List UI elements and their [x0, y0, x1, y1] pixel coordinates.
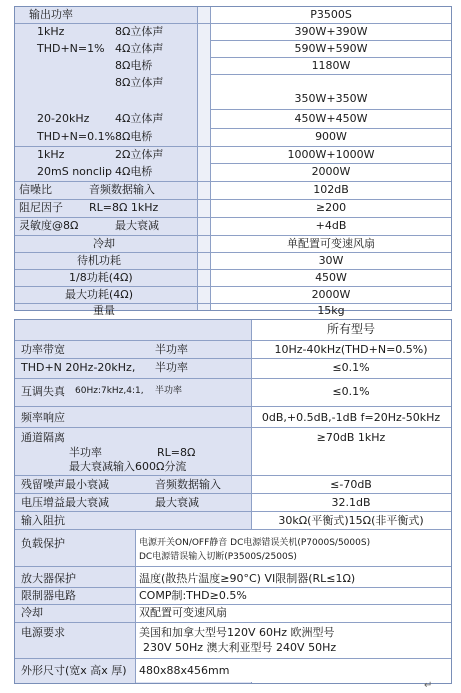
table-row [15, 24, 451, 40]
row-value: 102dB [313, 183, 349, 196]
row-sublabel: 音频数据输入 [155, 478, 221, 491]
row-rule [15, 511, 451, 512]
row-label: 输入阻抗 [21, 514, 65, 527]
row-value: 2000W [311, 288, 351, 301]
row-rule [15, 622, 451, 623]
row-sublabel: 4Ω立体声 [115, 42, 164, 55]
row-value: 350W+350W [294, 92, 368, 105]
row-rule [15, 340, 451, 341]
row-sublabel: 最大衰减 [155, 496, 199, 509]
row-value: 30kΩ(平衡式)15Ω(非平衡式) [278, 514, 424, 527]
row-value: 390W+390W [294, 25, 368, 38]
row-value: 电源开关ON/OFF静音 DC电源错误关机(P7000S/5000S) [139, 538, 371, 548]
table-row [15, 41, 451, 57]
row-value: 900W [315, 130, 347, 143]
row-label: THD+N 20Hz-20kHz, [21, 361, 136, 374]
row-value: 温度(散热片温度≥90°C) VI限制器(RL≤1Ω) [139, 572, 356, 585]
row-label: 最大功耗(4Ω) [65, 288, 133, 301]
row-label: 1/8功耗(4Ω) [69, 271, 133, 284]
row-value: ≤-70dB [330, 478, 372, 491]
row-rule [15, 658, 451, 659]
row-label: 电源要求 [21, 626, 65, 639]
row-label: 1kHz [37, 25, 65, 38]
row-value: 2000W [311, 165, 351, 178]
paragraph-mark: ↵ [424, 680, 433, 691]
row-sublabel: RL=8Ω 1kHz [89, 201, 159, 214]
row-label: THD+N=1% [37, 42, 105, 55]
row-sublabel: 8Ω电桥 [115, 59, 153, 72]
table-row [15, 182, 451, 198]
row-value: ≥70dB 1kHz [316, 431, 386, 444]
row-sublabel: 音频数据输入 [89, 183, 155, 196]
row-sublabel: 4Ω电桥 [115, 165, 153, 178]
row-value: 美国和加拿大型号120V 60Hz 欧洲型号 [139, 626, 335, 639]
row-value: ≤0.1% [332, 361, 370, 374]
row-label: 残留噪声最小衰减 [21, 478, 109, 491]
row-value: 590W+590W [294, 42, 368, 55]
row-value: 480x88x456mm [139, 664, 230, 677]
row-value: 单配置可变速风扇 [287, 237, 375, 250]
row-sublabel: 4Ω立体声 [115, 112, 164, 125]
table-header-row [15, 7, 451, 23]
row-value: 15kg [317, 304, 345, 317]
table-row [15, 270, 451, 286]
row-value: 1180W [311, 59, 351, 72]
column-rule [135, 530, 136, 566]
row-sublabel: 8Ω立体声 [115, 25, 164, 38]
row-rule [15, 493, 451, 494]
row-value: 1000W+1000W [287, 148, 375, 161]
row-value: ≥200 [315, 201, 347, 214]
row-label: 放大器保护 [21, 572, 76, 585]
row-label: 互调失真 [21, 385, 65, 398]
row-label: 外形尺寸(宽x 高x 厚) [21, 664, 127, 677]
row-label-detail: 60Hz:7kHz,4:1, [75, 386, 144, 396]
row-value: DC电源错误输入切断(P3500S/2500S) [139, 552, 297, 562]
output-power-table [14, 6, 452, 317]
table-row [15, 75, 451, 91]
row-label: 功率带宽 [21, 343, 65, 356]
row-rule [211, 109, 451, 110]
row-sublabel: 半功率 [155, 361, 188, 374]
row-label: 灵敏度@8Ω [19, 219, 79, 232]
row-label: 电压增益最大衰减 [21, 496, 109, 509]
row-label: 阻尼因子 [19, 201, 63, 214]
table-row [15, 111, 451, 127]
all-models-table [14, 319, 452, 684]
row-rule [15, 358, 451, 359]
row-value: 10Hz-40kHz(THD+N=0.5%) [274, 343, 428, 356]
row-rule [15, 406, 451, 407]
row-label: 20-20kHz [37, 112, 90, 125]
row-rule [15, 378, 451, 379]
row-sublabel: 半功率 [69, 446, 102, 459]
row-sublabel: 8Ω立体声 [115, 76, 164, 89]
table-row [15, 147, 451, 163]
row-value: COMP制:THD≥0.5% [139, 589, 247, 602]
table-row [15, 296, 451, 317]
row-label: THD+N=0.1% [37, 130, 116, 143]
row-label: 信噪比 [19, 183, 52, 196]
row-value: 450W+450W [294, 112, 368, 125]
table-row [15, 218, 451, 234]
row-value: 32.1dB [331, 496, 371, 509]
row-label: 1kHz [37, 148, 65, 161]
row-value: +4dB [315, 219, 347, 232]
table-row [15, 164, 451, 180]
table-row [15, 253, 451, 269]
row-value: 230V 50Hz 澳大利亚型号 240V 50Hz [143, 641, 337, 654]
row-value: 450W [315, 271, 347, 284]
row-value: 30W [318, 254, 344, 267]
header-all-models: 所有型号 [326, 322, 375, 336]
row-label: 通道隔离 [21, 431, 65, 444]
row-sublabel: 8Ω电桥 [115, 130, 153, 143]
row-label: 负载保护 [21, 537, 65, 550]
table-header-row [15, 322, 451, 338]
table-row [15, 129, 451, 145]
row-label: 重量 [93, 304, 115, 317]
table-row [15, 91, 451, 107]
row-label: 冷却 [21, 606, 43, 619]
table-row [15, 236, 451, 252]
row-value: 双配置可变速风扇 [139, 606, 227, 619]
header-label: 输出功率 [29, 8, 73, 21]
row-sublabel: 最大衰减 [115, 219, 159, 232]
row-sublabel: RL=8Ω [157, 446, 196, 459]
column-rule [135, 567, 136, 683]
table-row [15, 200, 451, 216]
row-sublabel: 最大衰减输入600Ω分流 [69, 460, 187, 473]
row-value: 0dB,+0.5dB,-1dB f=20Hz-50kHz [261, 411, 441, 424]
row-sublabel: 半功率 [155, 343, 188, 356]
row-sublabel: 2Ω立体声 [115, 148, 164, 161]
row-label: 冷却 [93, 237, 115, 250]
header-model: P3500S [310, 8, 352, 21]
row-label: 频率响应 [21, 411, 65, 424]
row-rule [15, 475, 451, 476]
row-label: 20mS nonclip [37, 165, 113, 178]
row-rule [15, 427, 451, 428]
row-value: ≤0.1% [332, 385, 370, 398]
table-row [15, 58, 451, 74]
row-sublabel: 半功率 [155, 386, 183, 396]
row-label: 待机功耗 [77, 254, 121, 267]
row-label: 限制器电路 [21, 589, 76, 602]
